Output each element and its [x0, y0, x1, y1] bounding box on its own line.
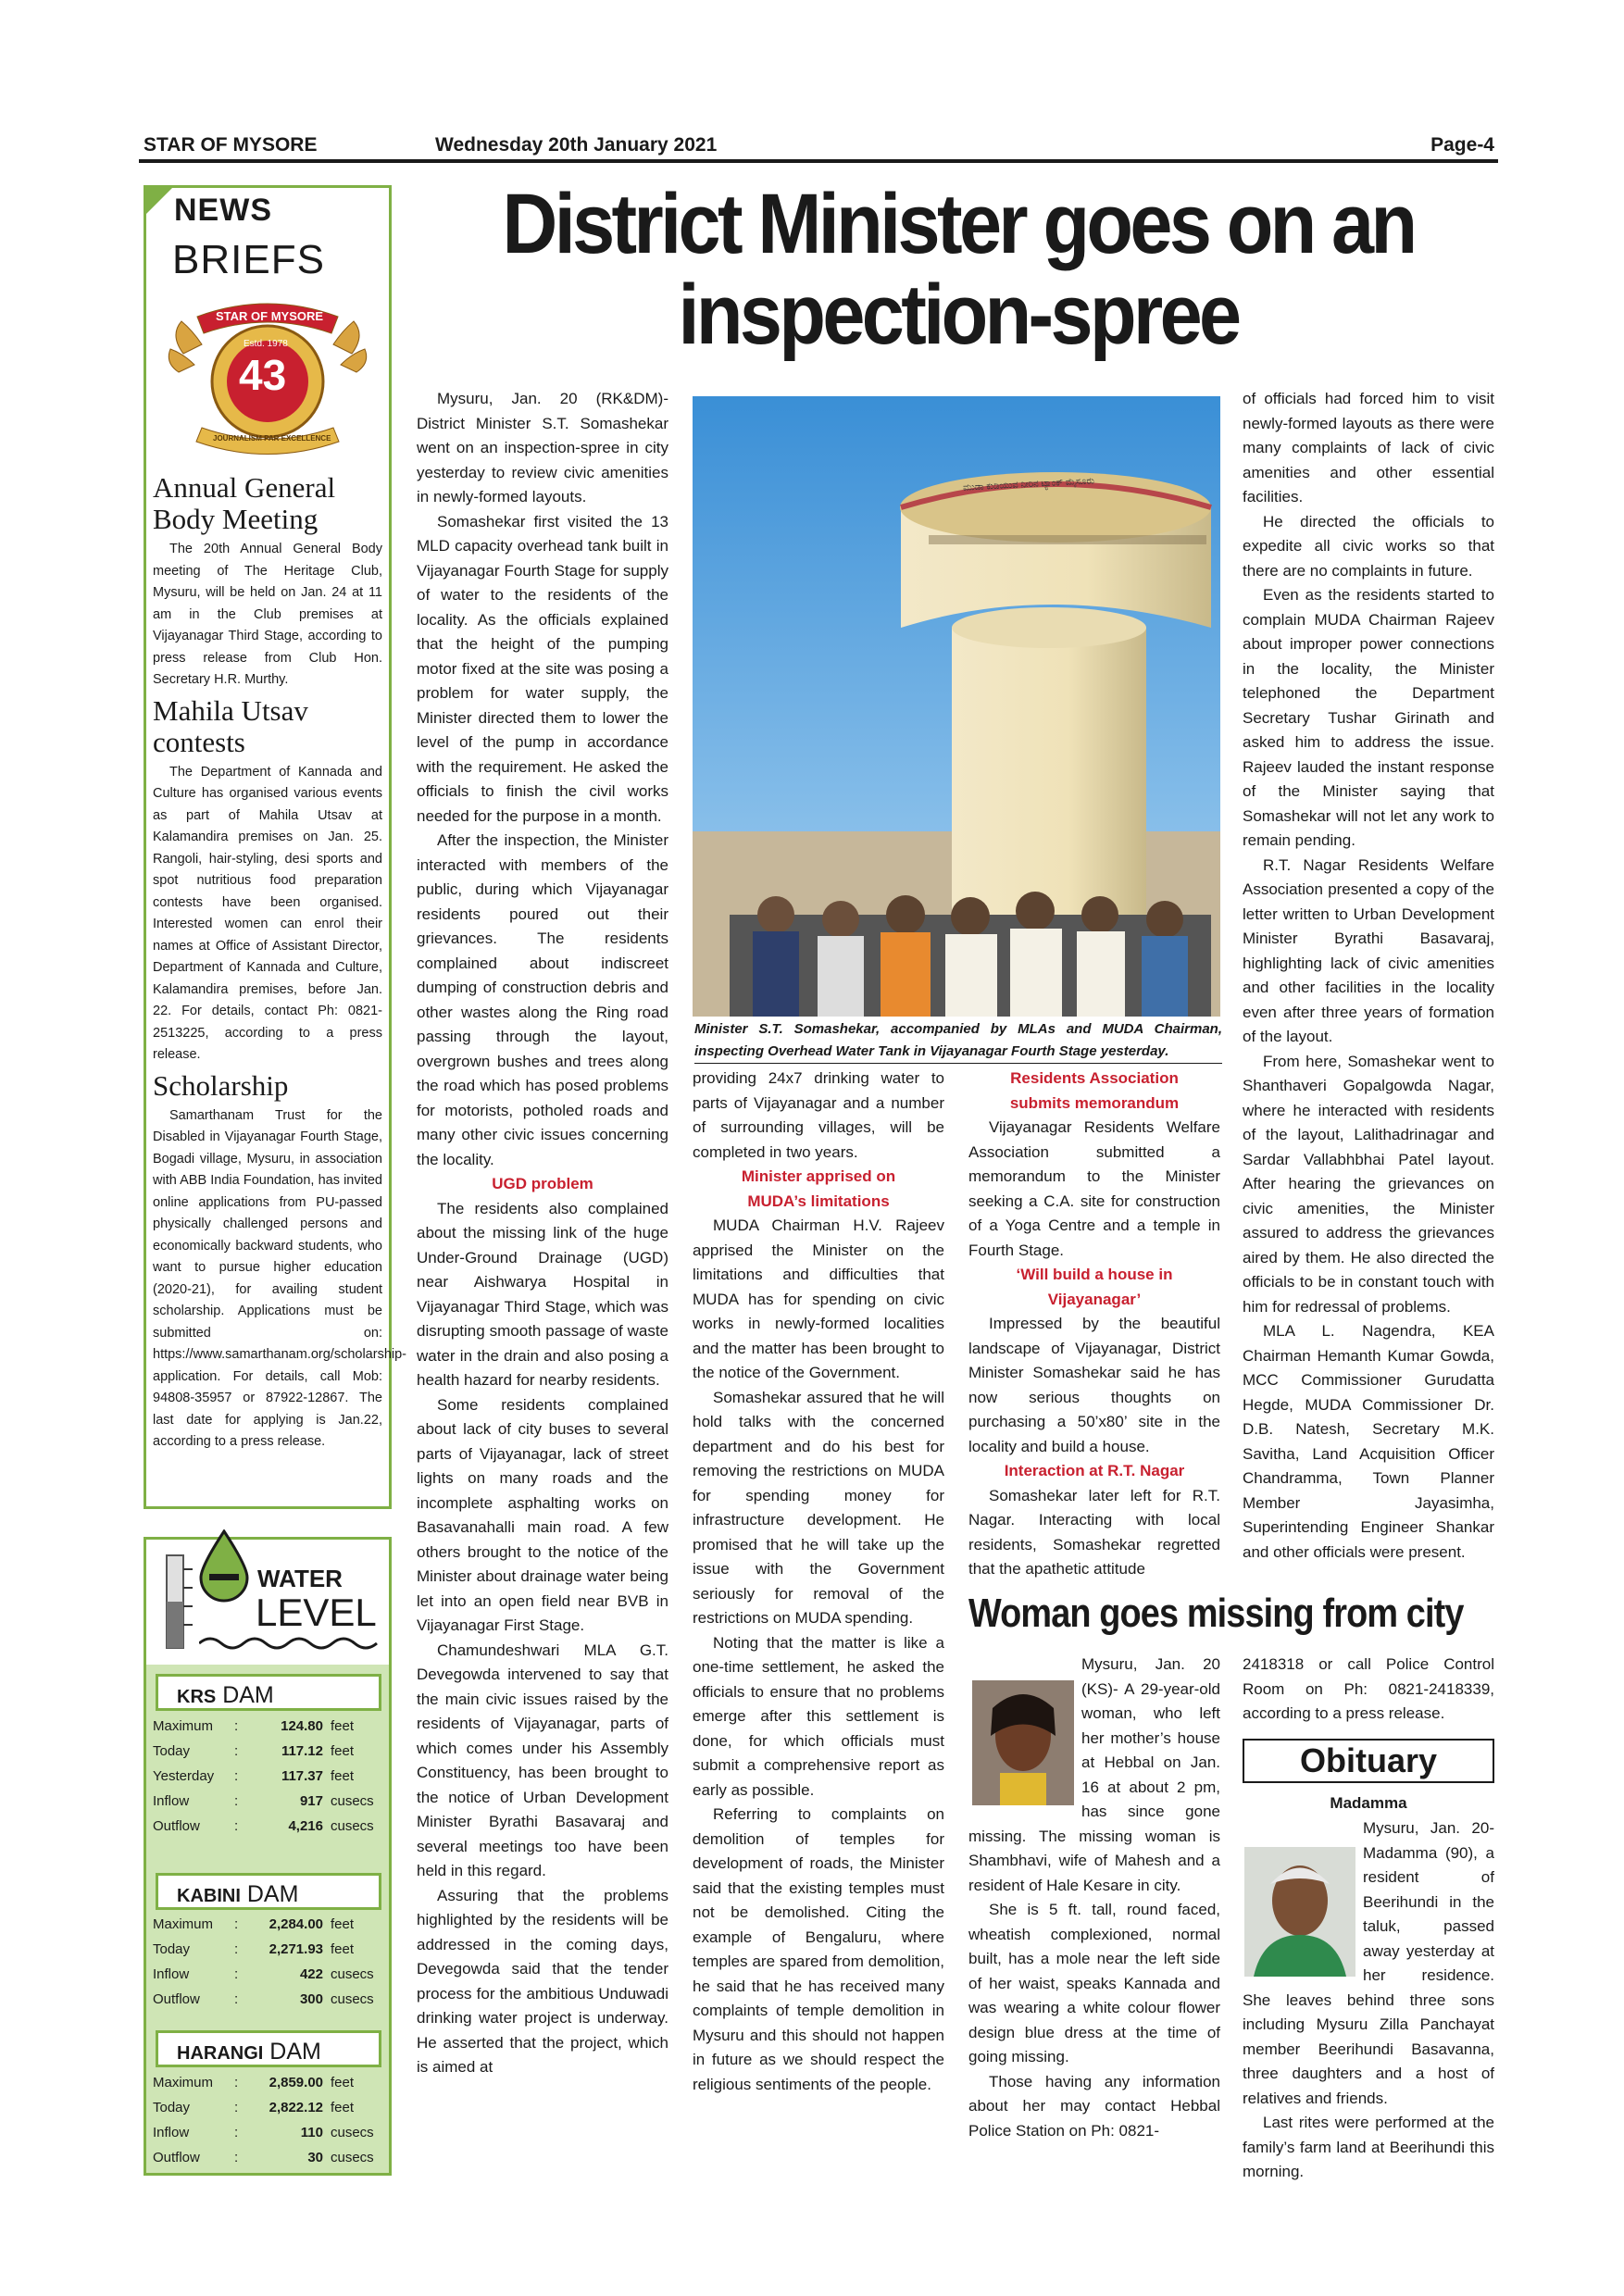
logo-estd: Estd. 1978 — [244, 339, 288, 349]
paper-name: STAR OF MYSORE — [144, 134, 318, 156]
wave-decoration — [199, 1634, 384, 1657]
paragraph: Chamundeshwari MLA G.T. Devegowda intervened to say that the main civic issues raised by the residents of Vijayanagar, parts of which comes under his Assembly Constituency, has been brought to the notice of Urban Development Minister Byrathi Basavaraj and several meetings too have been held in this regard. — [417, 1641, 668, 1879]
paragraph: of officials had forced him to visit newly-formed layouts as there were many complaints of lack of civic amenities and other essential facilities. — [1243, 390, 1494, 505]
row-value: 422 — [299, 1966, 323, 1982]
row-value: 2,271.93 — [269, 1941, 323, 1957]
row-label: Outflow — [153, 1818, 200, 1834]
row-value: 4,216 — [288, 1818, 323, 1834]
subhead-house: ‘Will build a house in Vijayanagar’ — [1016, 1266, 1173, 1308]
dam-row — [153, 1789, 394, 1814]
harangi-dam-table — [153, 2070, 394, 2170]
paragraph: Vijayanagar Residents Welfare Association submitted a memorandum to the Minister seeking a C.A. site for construction of a Yoga Centre and a temple in Fourth Stage. — [968, 1118, 1220, 1259]
row-label: Outflow — [153, 2150, 200, 2165]
paragraph: Those having any information about her may contact Hebbal Police Station on Ph: 0821- — [968, 2072, 1220, 2140]
paragraph: Mysuru, Jan. 20 (KS)- A 29-year-old woman, who left her mother’s house at Hebbal on Jan. 16 at about 2 pm, has since gone missing. The missing woman is Shambhavi, wife of Mahesh and a resident of Hale Kesare in city. — [968, 1655, 1220, 1894]
row-label: Maximum — [153, 1916, 214, 1932]
dam-row — [153, 1714, 394, 1739]
dam-row — [153, 2095, 394, 2120]
paragraph: He directed the officials to expedite all civic works so that there are no complaints in future. — [1243, 512, 1494, 580]
kabini-dam-table — [153, 1912, 394, 2012]
issue-date: Wednesday 20th January 2021 — [435, 134, 718, 156]
kabini-dam-title — [156, 1873, 381, 1910]
water-title: WATER — [257, 1565, 343, 1592]
paragraph: Mysuru, Jan. 20 (RK&DM)- District Minister S.T. Somashekar went on an inspection-spree in city yesterday to review civic amenities in newly-formed layouts. — [417, 390, 668, 505]
lead-column-3 — [968, 1067, 1220, 1582]
dam-row — [153, 2145, 394, 2170]
subhead-memorandum: Residents Association submits memorandum — [1009, 1069, 1180, 1112]
briefs-title: BRIEFS — [172, 237, 325, 282]
row-value: 2,822.12 — [269, 2100, 323, 2115]
row-value: 2,284.00 — [269, 1916, 323, 1932]
paragraph: She is 5 ft. tall, round faced, wheatish complexioned, normal built, has a mole near the left side of her waist, speaks Kannada and was wearing a white colour flower design blue dress at the time of going missing. — [968, 1901, 1220, 2065]
row-value: 30 — [307, 2150, 323, 2165]
row-unit: cusecs — [331, 2150, 374, 2165]
box-corner — [146, 188, 172, 214]
colon: : — [234, 2150, 239, 2165]
paragraph: Noting that the matter is like a one-time settlement, he asked the officials to ensure that no problems emerge after this settlement is done, for which officials must submit a comprehensive report as early as possible. — [693, 1633, 944, 1799]
masthead-rule — [139, 159, 1498, 163]
row-label: Inflow — [153, 1793, 190, 1809]
colon: : — [234, 1793, 239, 1809]
logo-ribbon: JOURNALISM PAR EXCELLENCE — [213, 434, 331, 443]
row-value: 300 — [299, 1991, 323, 2007]
lead-column-2 — [693, 1067, 944, 2097]
wave-graphic — [199, 1634, 384, 1653]
paragraph: 2418318 or call Police Control Room on Ph: 0821-2418339, according to a press release. — [1243, 1655, 1494, 1722]
row-unit: feet — [331, 1941, 355, 1957]
obituary-title: Obituary — [1299, 1741, 1438, 1779]
paragraph: Mysuru, Jan. 20- Madamma (90), a resident of Beerihundi in the taluk, passed away yesterday at her residence. She leaves behind three sons including Mysuru Zilla Panchayat member Beerihundi Basavanna, three daughters and a host of relatives and friends. — [1243, 1819, 1494, 2107]
dam-row — [153, 1764, 394, 1789]
row-label: Inflow — [153, 1966, 190, 1982]
paragraph: Even as the residents started to complain MUDA Chairman Rajeev about improper power connections in the locality, the Minister telephoned the Department Secretary Tushar Girinath and asked him to address the issue. Rajeev lauded the instant response of the Minister saying that Somashekar will not let any work to remain pending. — [1243, 586, 1494, 849]
row-value: 110 — [300, 2125, 323, 2140]
paragraph: providing 24x7 drinking water to parts of Vijayanagar and a number of surrounding villages, will be completed in two years. — [693, 1069, 944, 1161]
brief-body: The 20th Annual General Body meeting of The Heritage Club, Mysuru, will be held on Jan. 24 at 11 am in the Club premises at Vijayanagar Third Stage, according to press release from Club Hon. Secretary H.R. Murthy. — [153, 542, 382, 687]
anniversary-logo — [165, 298, 370, 455]
paragraph: Somashekar first visited the 13 MLD capacity overhead tank built in Vijayanagar Fourth Stage for supply of water to the residents of the locality. As the officials explained that the height of the pumping motor fixed at the site was posing a problem for water supply, the Minister directed them to lower the level of the pump in accordance with the requirement. He asked the officials to finish the civil works needed for the purpose in a month. — [417, 512, 668, 825]
subhead-ugd: UGD problem — [492, 1175, 593, 1192]
dam-row — [153, 1814, 394, 1839]
brief-heading: Scholarship — [153, 1068, 289, 1102]
row-value: 2,859.00 — [269, 2075, 323, 2090]
colon: : — [234, 2100, 239, 2115]
row-unit: feet — [331, 1916, 355, 1932]
row-unit: feet — [331, 2100, 355, 2115]
news-title: NEWS — [174, 193, 272, 228]
missing-column-1 — [968, 1653, 1220, 2143]
page-number: Page-4 — [1430, 134, 1494, 156]
row-label: Maximum — [153, 1718, 214, 1734]
row-label: Today — [153, 1743, 191, 1759]
colon: : — [234, 1818, 239, 1834]
dam-name-bold: KABINI — [177, 1886, 241, 1906]
paragraph: Somashekar assured that he will hold talks with the concerned department and do his best for removing the restrictions on MUDA for spending money for infrastructure development. He promised that he will take up the issue with the Government seriously for removal of the restrictions on MUDA spending. — [693, 1388, 944, 1627]
dam-name: DAM — [246, 1881, 299, 1907]
level-title: LEVEL — [256, 1591, 377, 1634]
colon: : — [234, 1743, 239, 1759]
dam-row — [153, 2120, 394, 2145]
subhead-muda: Minister apprised on MUDA’s limitations — [741, 1167, 896, 1210]
paragraph: Last rites were performed at the family’s farm land at Beerihundi this morning. — [1243, 2114, 1494, 2180]
dam-name-bold: KRS — [177, 1687, 217, 1707]
brief-heading: Annual General Body Meeting — [153, 471, 336, 535]
row-value: 117.12 — [281, 1743, 323, 1759]
row-unit: feet — [331, 2075, 355, 2090]
obituary-box — [1243, 1739, 1494, 1783]
row-label: Today — [153, 2100, 191, 2115]
row-unit: feet — [331, 1768, 355, 1784]
lead-column-1 — [417, 387, 668, 2080]
water-tank-photo — [693, 396, 1220, 1017]
row-unit: cusecs — [331, 1991, 374, 2007]
missing-headline: Woman goes missing from city — [968, 1591, 1464, 1636]
krs-dam-table — [153, 1714, 394, 1839]
row-label: Outflow — [153, 1991, 200, 2007]
krs-dam-title — [156, 1674, 381, 1711]
paragraph: Some residents complained about lack of city buses to several parts of Vijayanagar, lack of street lights on many roads and the incomplete asphalting works on Basavanahalli main road. A few others brought to the notice of the Minister about drainage water being let into an open field near BVB in Vijayanagar First Stage. — [417, 1395, 668, 1634]
logo-number: 43 — [239, 351, 287, 399]
row-unit: feet — [331, 1743, 355, 1759]
paragraph: After the inspection, the Minister interacted with members of the public, during which Vijayanagar residents poured out their grievances. The residents complained about indiscreet dumping of construction debris and other wastes along the Ring road passing through the layout, overgrown bushes and trees along the road which has posed problems for motorists, potholed roads and many other civic issues concerning the locality. — [417, 831, 668, 1168]
gauge-graphic — [159, 1551, 198, 1653]
colon: : — [234, 1941, 239, 1957]
brief-body: The Department of Kannada and Culture has organised various events as part of Mahila Utsav at Kalamandira premises on Jan. 25. Rangoli, hair-styling, desi sports and spot nutritious food preparation contests have been organised. Interested women can enrol their names at Office of Assistant Director, Department of Kannada and Culture, Kalamandira premises, before Jan. 22. For details, contact Ph: 0821-2513225, according to a press release. — [153, 764, 382, 1062]
colon: : — [234, 1966, 239, 1982]
paragraph: Impressed by the beautiful landscape of Vijayanagar, District Minister Somashekar said he has now serious thoughts on purchasing a 50’x80’ site in the locality and build a house. — [968, 1315, 1220, 1455]
photo-caption: Minister S.T. Somashekar, accompanied by MLAs and MUDA Chairman, inspecting Overhead Water Tank in Vijayanagar Fourth Stage yesterday. — [694, 1018, 1222, 1064]
harangi-dam-title — [156, 2030, 381, 2067]
colon: : — [234, 2075, 239, 2090]
colon: : — [234, 1991, 239, 2007]
row-value: 117.37 — [281, 1768, 323, 1784]
gauge-icon — [159, 1551, 198, 1657]
colon: : — [234, 1916, 239, 1932]
row-unit: feet — [331, 1718, 355, 1734]
row-label: Yesterday — [153, 1768, 215, 1784]
row-unit: cusecs — [331, 1818, 374, 1834]
dam-name: DAM — [222, 1682, 274, 1708]
briefs-list — [153, 471, 406, 1454]
paragraph: Somashekar later left for R.T. Nagar. Interacting with local residents, Somashekar regretted that the apathetic attitude — [968, 1486, 1220, 1578]
row-value: 124.80 — [281, 1718, 323, 1734]
brief-heading: Mahila Utsav contests — [153, 693, 308, 758]
drop-graphic — [196, 1529, 252, 1603]
logo-banner-text: STAR OF MYSORE — [216, 309, 324, 323]
lead-photo — [693, 396, 1220, 1017]
missing-column-2 — [1243, 1653, 1494, 1727]
paragraph: Assuring that the problems highlighted by the residents will be addressed in the coming days, Devegowda said that the tender process for the ambitious Unduwadi drinking water project is underway. He asserted that the project, which is aimed at — [417, 1886, 668, 2076]
row-unit: cusecs — [331, 1793, 374, 1809]
paragraph: MUDA Chairman H.V. Rajeev apprised the Minister on the limitations and difficulties that MUDA has for spending on civic works in newly-formed localities and the matter has been brought to the notice of the Government. — [693, 1217, 944, 1381]
colon: : — [234, 2125, 239, 2140]
dam-row — [153, 1937, 394, 1962]
obituary-name: Madamma — [1330, 1794, 1407, 1812]
colon: : — [234, 1718, 239, 1734]
paragraph: R.T. Nagar Residents Welfare Association presented a copy of the letter written to Urban Development Minister Byrathi Basavaraj, highlighting lack of civic amenities and other facilities in the locality even after three years of formation of the layout. — [1243, 855, 1494, 1045]
dam-row — [153, 1962, 394, 1987]
dam-name: DAM — [269, 2039, 321, 2065]
colon: : — [234, 1768, 239, 1784]
obituary-text — [1243, 1816, 1494, 2185]
dam-row — [153, 1987, 394, 2012]
dam-row — [153, 1912, 394, 1937]
dam-row — [153, 2070, 394, 2095]
row-unit: cusecs — [331, 2125, 374, 2140]
row-unit: cusecs — [331, 1966, 374, 1982]
brief-body: Samarthanam Trust for the Disabled in Vijayanagar Fourth Stage, Bogadi village, Mysuru, in association with ABB India Foundation, has invited online applications from PU-passed physically challenged persons and economically backward students, who want to pursue higher education (2020-21), for availing student scholarship. Applications must be submitted on: https://www.samarthanam.org/scholarship-application. For details, call Mob: 94808-35957 or 87922-12867. The last date for applying is Jan.22, according to a press release. — [153, 1107, 406, 1449]
paragraph: The residents also complained about the missing link of the huge Under-Ground Drainage (UGD) near Aishwarya Hospital in Vijayanagar Third Stage, which was disrupting smooth passage of waste water in the drain and also posing a health hazard for nearby residents. — [417, 1199, 668, 1389]
lead-headline: District Minister goes on an inspection-spree — [502, 177, 1415, 362]
subhead-rt-nagar: Interaction at R.T. Nagar — [1004, 1462, 1185, 1479]
dam-name-bold: HARANGI — [177, 2043, 264, 2064]
paragraph: From here, Somashekar went to Shanthaveri Gopalgowda Nagar, where he interacted with residents of the layout, Lalithadrinagar and Sardar Vallabhbhai Patel layout. After hearing the grievances on civic amenities, the Minister assured to address the grievances aired by them. He also directed the officials to be in constant touch with him for redressal of problems. — [1243, 1052, 1494, 1316]
paragraph: MLA L. Nagendra, KEA Chairman Hemanth Kumar Gowda, MCC Commissioner Gurudatta Hegde, MUDA Commissioner Dr. D.B. Natesh, Secretary M.K. Savitha, Land Acquisition Officer Chandramma, Town Planner Member Jayasimha, Superintending Engineer Shankar and other officials were present. — [1243, 1322, 1494, 1561]
paragraph: Referring to complaints on demolition of temples for development of roads, the Minister said that the existing temples must not be demolished. Citing the example of Bengaluru, where temples are spared from demolition, he said that he has received many complaints of temple demolition in Mysuru and this should not happen in future as we should respect the religious sentiments of the people. — [693, 1805, 944, 2093]
tank-sign: ಮುಡಾ ಕುಡಿಯುವ ನೀರಿನ ಟ್ಯಾಂಕ್ ಮೈಸೂರು — [962, 476, 1095, 493]
dam-row — [153, 1739, 394, 1764]
row-label: Today — [153, 1941, 191, 1957]
row-label: Inflow — [153, 2125, 190, 2140]
water-drop-icon — [196, 1529, 252, 1608]
row-label: Maximum — [153, 2075, 214, 2090]
lead-column-4 — [1243, 387, 1494, 1565]
row-value: 917 — [299, 1793, 323, 1809]
